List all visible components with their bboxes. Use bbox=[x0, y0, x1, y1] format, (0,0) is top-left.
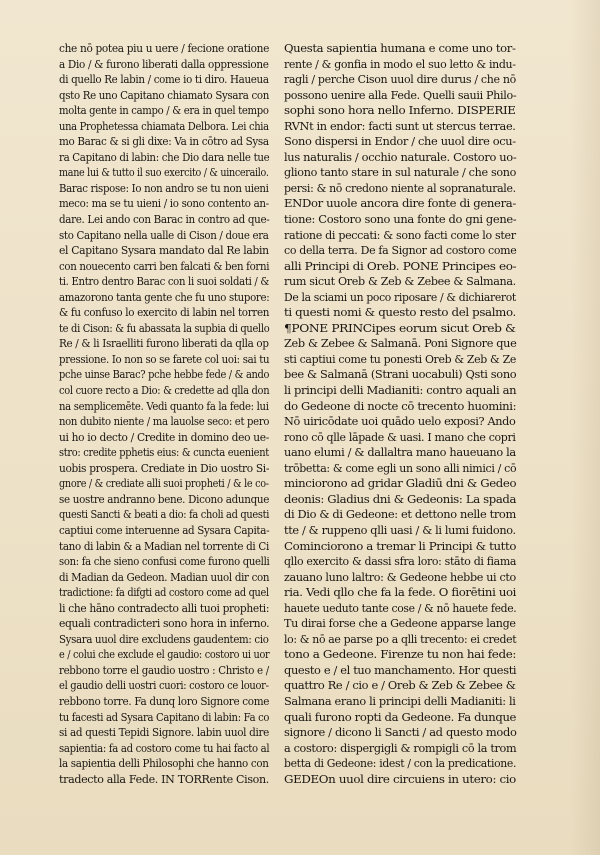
text-line: dare. Lei ando con Barac in contro ad que- bbox=[59, 212, 270, 227]
text-line: rente / & gonfia in modo el suo letto & indu- bbox=[284, 56, 516, 71]
text-line: uobis prospera. Crediate in Dio uostro Si- bbox=[59, 460, 270, 475]
text-line: ratione di peccati: & sono facti come lo ster bbox=[284, 227, 516, 242]
text-line: Questa sapientia humana e come uno tor- bbox=[284, 41, 516, 55]
text-line: equali contradicteri sono hora in inferno. bbox=[59, 616, 270, 631]
text-line: sophi sono hora nello Inferno. DISPERIE bbox=[284, 103, 516, 118]
text-line: ti questi nomi & questo resto del psalmo. bbox=[284, 305, 516, 320]
text-line: ENDor uuole ancora dire fonte di genera- bbox=[284, 196, 516, 211]
text-line: do Gedeone di nocte cō trecento huomini: bbox=[284, 398, 517, 413]
text-line: te di Cison: & fu abassata la supbia di quello bbox=[59, 320, 270, 335]
text-line: lo: & nō ae parse po a qlli trecento: ei credet bbox=[284, 631, 517, 646]
text-line: tradecto alla Fede. IN TORRente Cison. bbox=[59, 771, 269, 786]
text-line: a Dio / & furono liberati dalla oppressione bbox=[59, 56, 269, 71]
text-line: tione: Costoro sono una fonte do gni gene- bbox=[284, 212, 517, 227]
text-line: quali furono ropti da Gedeone. Fa dunque bbox=[284, 709, 517, 724]
right-text-column bbox=[284, 41, 516, 787]
text-line: GEDEOn uuol dire circuiens in utero: cio bbox=[284, 771, 516, 786]
text-line: Barac rispose: Io non andro se tu non uieni bbox=[59, 180, 269, 195]
text-line: pressione. Io non so se farete col uoi: sai tu bbox=[59, 351, 270, 366]
text-line: di Madian da Gedeon. Madian uuol dir con bbox=[59, 569, 270, 584]
text-line: ti. Entro dentro Barac con li suoi soldati / & bbox=[59, 274, 270, 289]
text-line: stro: credite pphetis eius: & cuncta euenient bbox=[59, 445, 269, 460]
text-line: betta di Gedeone: idest / con la predicatione. bbox=[284, 756, 517, 771]
text-line: quattro Re / cio e / Oreb & Zeb & Zebee & bbox=[284, 678, 516, 693]
text-line: col cuore recto a Dio: & credette ad qlla don bbox=[59, 383, 270, 398]
text-line: e / colui che exclude el gaudio: costoro ui uor bbox=[59, 647, 270, 662]
text-line: Tu dirai forse che a Gedeone apparse lange bbox=[284, 616, 516, 631]
text-line: Zeb & Zebee & Salmanā. Poni Signore que bbox=[284, 336, 517, 351]
text-line: mo Barac & si gli dixe: Va in cōtro ad Sysa bbox=[59, 134, 269, 149]
text-line: qllo exercito & dassi sfra loro: stāto di fiama bbox=[284, 554, 517, 569]
text-line: ragli / perche Cison uuol dire durus / che nō bbox=[284, 72, 516, 87]
text-line: Salmana erano li principi delli Madianiti: li bbox=[284, 693, 516, 708]
text-line: di quello Re labin / come io ti diro. Haueua bbox=[59, 72, 269, 87]
text-line: deonis: Gladius dni & Gedeonis: La spada bbox=[284, 491, 517, 506]
text-line: non dubito niente / ma lauolse seco: et pero bbox=[59, 414, 270, 429]
text-line: con nouecento carri ben falcati & ben forni bbox=[59, 258, 270, 273]
text-line: qsto Re uno Capitano chiamato Sysara con bbox=[59, 87, 270, 102]
text-line: ui ho io decto / Credite in domino deo ue- bbox=[59, 429, 269, 444]
text-line: tono a Gedeone. Firenze tu non hai fede: bbox=[284, 647, 517, 662]
text-line: tano di labin & a Madian nel torrente di Ci bbox=[59, 538, 269, 553]
text-line: ria. Vedi qllo che fa la fede. O fiorētini uoi bbox=[284, 585, 517, 600]
text-line: bee & Salmanā (Strani uocabuli) Qsti sono bbox=[284, 367, 517, 382]
text-line: possono uenire alla Fede. Quelli sauii Philo- bbox=[284, 87, 517, 102]
text-line: amazorono tanta gente che fu uno stupore: bbox=[59, 289, 270, 304]
text-line: questo e / el tuo manchamento. Hor questi bbox=[284, 662, 517, 677]
text-line: Nō uiricōdate uoi quādo uelo exposi? Ando bbox=[284, 414, 516, 429]
text-line: zauano luno laltro: & Gedeone hebbe ui cto bbox=[284, 569, 516, 584]
text-line: RVNt in endor: facti sunt ut stercus terrae. bbox=[284, 118, 516, 133]
text-line: sapientia: fa ad costoro come tu hai facto al bbox=[59, 740, 270, 755]
text-line: alli Principi di Oreb. PONE Principes eo- bbox=[284, 258, 517, 273]
text-line: questi Sancti & beati a dio: fa choli ad questi bbox=[59, 507, 270, 522]
text-line: meco: ma se tu uieni / io sono contento an- bbox=[59, 196, 269, 211]
text-line: Cominciorono a tremar li Principi & tutto bbox=[284, 538, 517, 553]
left-text-column bbox=[59, 41, 269, 787]
text-line: a costoro: dispergigli & rompigli cō la trom bbox=[284, 740, 517, 755]
text-line: ¶PONE PRINCipes eorum sicut Oreb & bbox=[284, 320, 516, 335]
text-line: una Prophetessa chiamata Delbora. Lei chia bbox=[59, 118, 269, 133]
text-line: tte / & ruppeno qlli uasi / & li lumi fuidono. bbox=[284, 522, 516, 537]
text-line: el Capitano Sysara mandato dal Re labin bbox=[59, 243, 269, 258]
text-line: mane lui & tutto il suo exercito / & uincerailo. bbox=[59, 165, 269, 180]
text-line: signore / dicono li Sancti / ad questo modo bbox=[284, 725, 517, 740]
text-line: ra Capitano di labin: che Dio dara nelle tue bbox=[59, 149, 270, 164]
text-line: rebbono torre el gaudio uostro : Christo e / bbox=[59, 662, 269, 677]
text-line: & fu confuso lo exercito di labin nel torren bbox=[59, 305, 270, 320]
text-line: uano elumi / & dallaltra mano haueuano la bbox=[284, 445, 516, 460]
text-line: rono cō qlle lāpade & uasi. I mano che copri bbox=[284, 429, 516, 444]
text-line: tu facesti ad Sysara Capitano di labin: Fa co bbox=[59, 709, 270, 724]
text-line: minciorono ad gridar Gladiū dni & Gedeo bbox=[284, 476, 517, 491]
text-line: captiui come interuenne ad Sysara Capita- bbox=[59, 522, 270, 537]
text-line: che nō potea piu u uere / fecione oratione bbox=[59, 41, 270, 55]
text-line: molta gente in campo / & era in quel tempo bbox=[59, 103, 269, 118]
text-line: pche uinse Barac? pche hebbe fede / & ando bbox=[59, 367, 270, 382]
text-line: gliono tanto stare in sul naturale / che sono bbox=[284, 165, 517, 180]
text-line: li che hāno contradecto alli tuoi propheti: bbox=[59, 600, 270, 615]
text-line: si ad questi Tepidi Signore. labin uuol dire bbox=[59, 725, 270, 740]
text-line: lus naturalis / occhio naturale. Costoro uo- bbox=[284, 149, 517, 164]
text-line: sto Capitano nella ualle di Cison / doue era bbox=[59, 227, 269, 242]
text-line: sti captiui come tu ponesti Oreb & Zeb & Ze bbox=[284, 351, 516, 366]
text-line: hauete ueduto tante cose / & nō hauete fede. bbox=[284, 600, 517, 615]
text-line: rum sicut Oreb & Zeb & Zebee & Salmana. bbox=[284, 274, 516, 289]
text-line: persi: & nō credono niente al sopranaturale. bbox=[284, 180, 516, 195]
text-line: co della terra. De fa Signor ad costoro come bbox=[284, 243, 517, 258]
text-line: di Dio & di Gedeone: et dettono nelle trom bbox=[284, 507, 516, 522]
text-line: el gaudio delli uostri cuori: costoro ce louor- bbox=[59, 678, 269, 693]
text-line: De la sciami un poco riposare / & dichiarerot bbox=[284, 289, 516, 304]
text-line: son: fa che sieno confusi come furono quelli bbox=[59, 554, 270, 569]
text-line: trōbetta: & come egli un sono alli nimici / cō bbox=[284, 460, 517, 475]
text-line: tradictione: fa difgti ad costoro come ad quel bbox=[59, 585, 269, 600]
text-line: Sono dispersi in Endor / che uuol dire ocu- bbox=[284, 134, 516, 149]
text-line: Sysara uuol dire excludens gaudentem: cio bbox=[59, 631, 269, 646]
page-edge-shadow bbox=[570, 0, 600, 855]
text-line: gnore / & crediate alli suoi propheti / & le co- bbox=[59, 476, 269, 491]
text-line: rebbono torre. Fa dunq loro Signore come bbox=[59, 693, 270, 708]
text-line: na semplicemēte. Vedi quanto fa la fede: lui bbox=[59, 398, 269, 413]
text-line: li principi delli Madianiti: contro aquali an bbox=[284, 383, 517, 398]
text-line: Re / & li Israelliti furono liberati da qlla op bbox=[59, 336, 269, 351]
text-line: la sapientia delli Philosophi che hanno con bbox=[59, 756, 269, 771]
text-line: se uostre andranno bene. Dicono adunque bbox=[59, 491, 270, 506]
